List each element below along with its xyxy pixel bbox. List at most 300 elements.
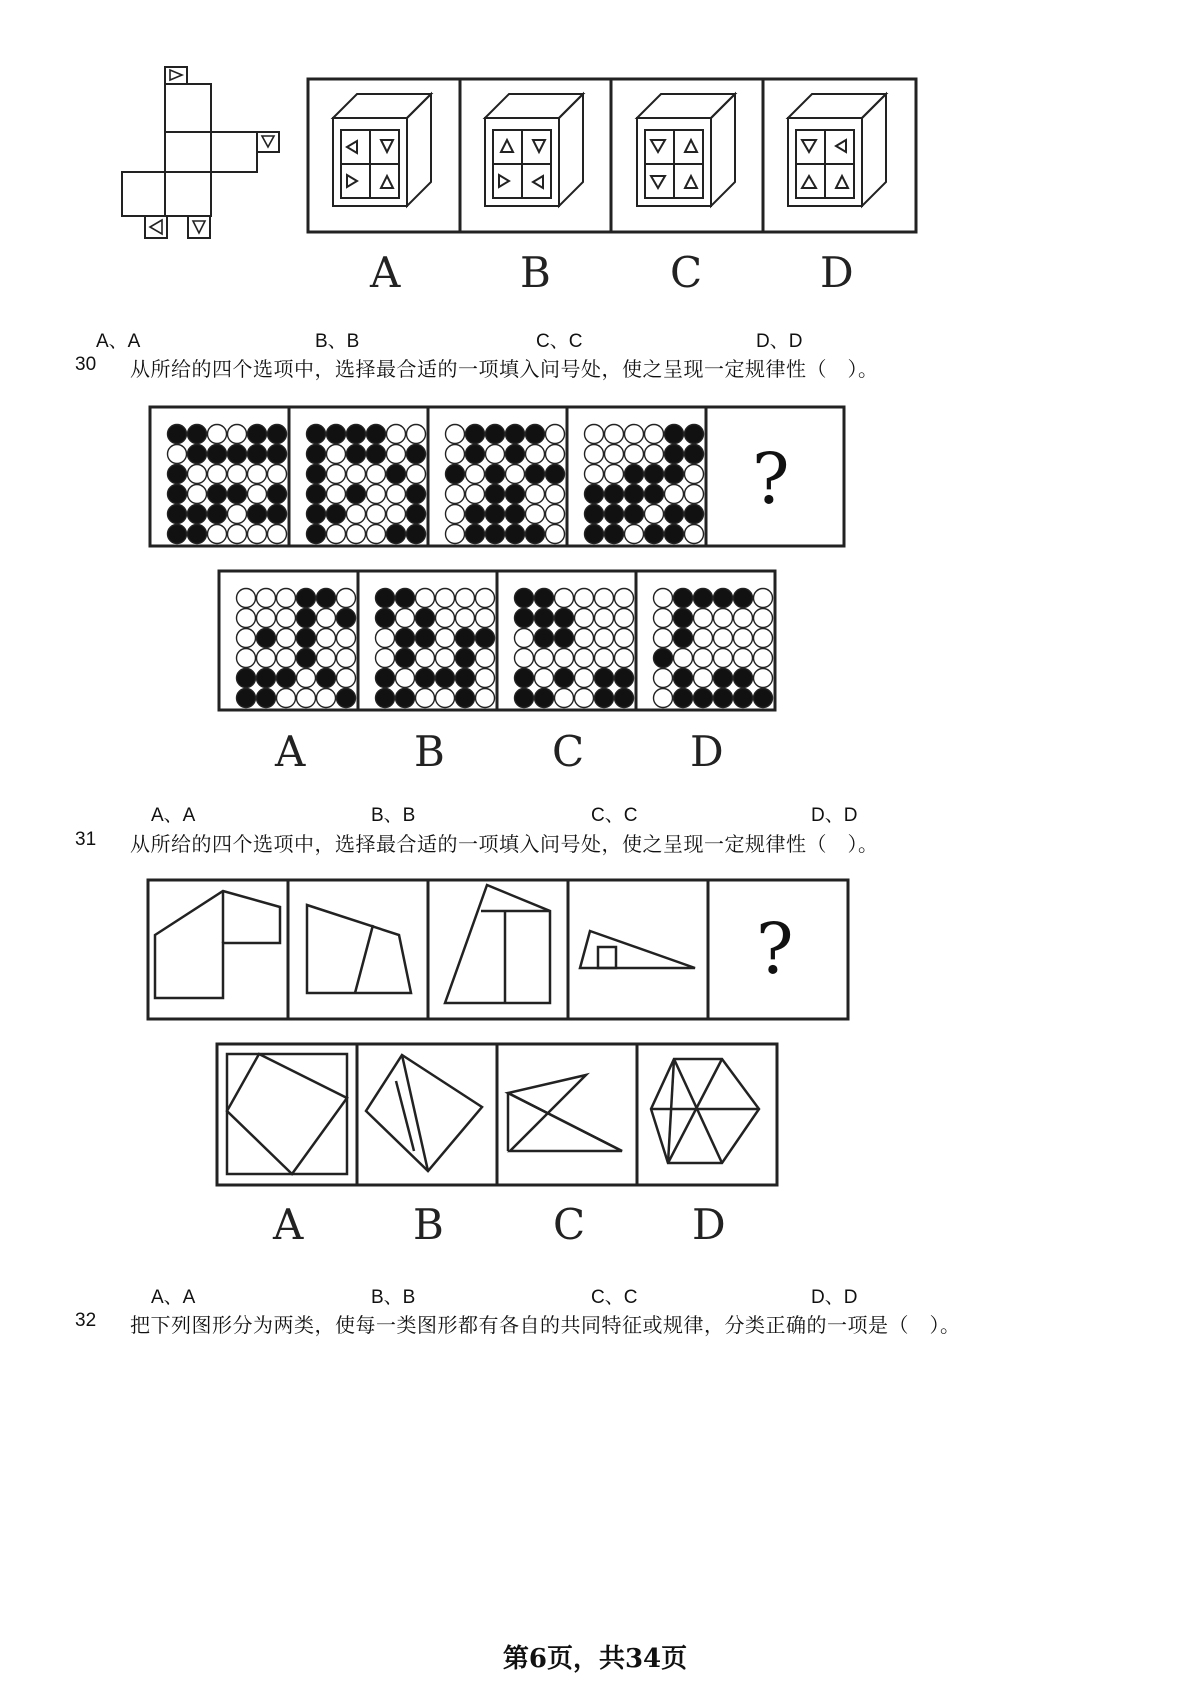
q30-question-dot <box>605 485 624 504</box>
q30-question-dot <box>168 485 187 504</box>
q30-question-dot <box>585 505 604 524</box>
q30-option-dot <box>575 649 594 668</box>
q30-option-panel-4 <box>654 589 773 708</box>
q30-option-dot <box>595 689 614 708</box>
q30-question-dot <box>625 505 644 524</box>
q30-option-dot <box>734 589 753 608</box>
q30-question-mark: ? <box>752 438 790 520</box>
q30-option-dot <box>694 689 713 708</box>
q30-question-dot <box>645 425 664 444</box>
q30-question-dot <box>228 485 247 504</box>
q30-option-dot <box>317 689 336 708</box>
q30-option-dot <box>297 589 316 608</box>
q30-option-dot <box>297 609 316 628</box>
q30-option-dot <box>317 629 336 648</box>
q30-option-dot <box>277 689 296 708</box>
q30-option-dot <box>575 669 594 688</box>
q30-question-dot <box>625 525 644 544</box>
q30-question-dot <box>268 525 287 544</box>
q30-question-dot <box>466 425 485 444</box>
q30-question-dot <box>307 465 326 484</box>
q30-question-dot <box>506 445 525 464</box>
q30-question-panel-2 <box>307 425 426 544</box>
q31-option-figure-a <box>227 1054 347 1174</box>
q30-question-dot <box>307 485 326 504</box>
q30-question-dot <box>387 425 406 444</box>
q30-question-text: 从所给的四个选项中，选择最合适的一项填入问号处，使之呈现一定规律性（ ）。 <box>130 357 879 381</box>
q31-number: 31 <box>75 829 97 850</box>
q30-question-dot <box>168 465 187 484</box>
q30-option-dot <box>674 589 693 608</box>
q30-question-dot <box>486 445 505 464</box>
q30-question-dot <box>327 485 346 504</box>
q30-option-dot <box>575 689 594 708</box>
q30-option-dot <box>595 669 614 688</box>
q30-option-dot <box>297 629 316 648</box>
q30-question-dot <box>188 485 207 504</box>
q30-option-dot <box>714 609 733 628</box>
q29-figure-letter-c: C <box>670 248 703 297</box>
q30-question-dot <box>605 445 624 464</box>
q30-option-dot <box>237 669 256 688</box>
q30-option-dot <box>615 689 634 708</box>
q31-option-figure-b <box>366 1055 482 1171</box>
q30-option-dot <box>277 669 296 688</box>
q30-question-dot <box>526 465 545 484</box>
q30-option-dot <box>515 629 534 648</box>
q30-option-dot <box>416 689 435 708</box>
q30-question-dot <box>188 525 207 544</box>
q30-question-dot <box>327 465 346 484</box>
q29-cube-b <box>485 94 583 206</box>
q29-cube-d <box>788 94 886 206</box>
q30-question-dot <box>546 525 565 544</box>
q30-question-dot <box>228 505 247 524</box>
q30-option-dot <box>297 649 316 668</box>
q31-figure-4 <box>580 931 695 968</box>
q30-question-dot <box>367 525 386 544</box>
q30-option-dot <box>615 649 634 668</box>
q30-question-dot <box>446 425 465 444</box>
q29-option-c[interactable]: C、C <box>536 331 583 352</box>
q29-options-strip <box>305 76 925 236</box>
q30-option-dot <box>555 589 574 608</box>
q30-question-dot <box>645 505 664 524</box>
q30-question-dot <box>685 425 704 444</box>
q30-question-dot <box>367 425 386 444</box>
q30-question-dot <box>228 445 247 464</box>
q30-option-dot <box>694 649 713 668</box>
q30-question-dot <box>486 485 505 504</box>
q30-option-dot <box>337 689 356 708</box>
q30-question-dot <box>268 465 287 484</box>
q30-option-dot <box>694 589 713 608</box>
q30-option-dot <box>337 629 356 648</box>
q30-option-dot <box>436 649 455 668</box>
q30-question-dot <box>685 505 704 524</box>
q30-option-dot <box>456 669 475 688</box>
q30-question-dot <box>486 465 505 484</box>
q30-option-dot <box>376 669 395 688</box>
q30-option-dot <box>754 649 773 668</box>
q31-option-a[interactable]: A、A <box>151 1287 196 1308</box>
q31-question-mark: ? <box>756 908 794 990</box>
q30-question-panel-3 <box>446 425 565 544</box>
q31-option-strip <box>214 1041 784 1191</box>
q30-option-dot <box>456 629 475 648</box>
q30-option-dot <box>337 649 356 668</box>
q30-option-dot <box>416 669 435 688</box>
q30-option-dot <box>714 649 733 668</box>
q30-option-c[interactable]: C、C <box>591 805 638 826</box>
q30-option-dot <box>456 649 475 668</box>
q30-option-dot <box>376 609 395 628</box>
q30-question-dot <box>407 485 426 504</box>
q30-question-dot <box>347 465 366 484</box>
q30-question-dot <box>665 525 684 544</box>
q30-option-dot <box>754 629 773 648</box>
q30-option-dot <box>436 689 455 708</box>
q30-question-dot <box>168 425 187 444</box>
q30-question-dot <box>268 445 287 464</box>
q30-option-dot <box>237 689 256 708</box>
q30-question-dot <box>625 465 644 484</box>
q30-option-dot <box>515 649 534 668</box>
q32-number: 32 <box>75 1310 97 1331</box>
q30-question-dot <box>506 505 525 524</box>
q30-option-dot <box>436 629 455 648</box>
q30-question-dot <box>188 505 207 524</box>
q30-option-dot <box>674 609 693 628</box>
q30-question-dot <box>665 485 684 504</box>
q30-option-panel-1 <box>237 589 356 708</box>
q30-question-dot <box>466 525 485 544</box>
q30-option-dot <box>694 609 713 628</box>
q30-option-panel-2 <box>376 589 495 708</box>
q30-question-dot <box>486 525 505 544</box>
q30-option-dot <box>257 589 276 608</box>
q30-option-dot <box>555 629 574 648</box>
q30-question-dot <box>168 505 187 524</box>
q29-cube-c <box>637 94 735 206</box>
q30-option-dot <box>734 629 753 648</box>
q30-option-dot <box>416 649 435 668</box>
q30-option-dot <box>654 609 673 628</box>
q30-question-dot <box>347 445 366 464</box>
q30-option-b[interactable]: B、B <box>371 805 416 826</box>
q30-question-dot <box>605 425 624 444</box>
q30-number: 30 <box>75 354 97 375</box>
q30-option-dot <box>396 649 415 668</box>
q30-option-dot <box>654 649 673 668</box>
q30-question-dot <box>228 465 247 484</box>
q30-option-dot <box>734 689 753 708</box>
q30-question-dot <box>645 465 664 484</box>
q30-question-dot <box>367 445 386 464</box>
q30-question-dot <box>367 465 386 484</box>
q30-question-dot <box>546 465 565 484</box>
q30-option-dot <box>396 669 415 688</box>
q30-option-dot <box>714 669 733 688</box>
q30-option-dot <box>376 689 395 708</box>
q30-question-dot <box>387 525 406 544</box>
q30-option-dot <box>277 589 296 608</box>
q30-question-dot <box>327 525 346 544</box>
q29-option-d[interactable]: D、D <box>756 331 803 352</box>
q30-option-a[interactable]: A、A <box>151 805 196 826</box>
q30-question-dot <box>407 525 426 544</box>
q30-option-dot <box>734 649 753 668</box>
q30-question-dot <box>605 505 624 524</box>
q30-figure-letter-b: B <box>414 727 445 776</box>
q29-figure-letter-d: D <box>820 248 854 297</box>
q30-question-dot <box>526 505 545 524</box>
q30-option-dot <box>317 609 336 628</box>
q30-option-dot <box>575 629 594 648</box>
q30-question-dot <box>625 485 644 504</box>
q30-question-dot <box>605 525 624 544</box>
q29-option-a[interactable]: A、A <box>96 331 141 352</box>
q30-option-panel-3 <box>515 589 634 708</box>
q30-question-dot <box>248 525 267 544</box>
q30-question-dot <box>327 505 346 524</box>
q30-option-dot <box>476 649 495 668</box>
q30-question-dot <box>446 445 465 464</box>
page-number-footer: 第6页，共34页 <box>502 1644 688 1674</box>
q30-option-dot <box>436 669 455 688</box>
q30-question-dot <box>486 425 505 444</box>
q30-option-dot <box>476 609 495 628</box>
q30-question-dot <box>526 525 545 544</box>
q30-question-dot <box>248 465 267 484</box>
q30-option-dot <box>456 589 475 608</box>
q30-question-dot <box>407 445 426 464</box>
q30-option-dot <box>337 589 356 608</box>
q30-question-dot <box>307 525 326 544</box>
q30-option-dot <box>297 689 316 708</box>
q30-question-dot <box>228 425 247 444</box>
q30-option-dot <box>734 609 753 628</box>
q30-option-dot <box>317 669 336 688</box>
q30-option-dot <box>575 609 594 628</box>
q30-option-dot <box>257 669 276 688</box>
q30-option-dot <box>337 609 356 628</box>
q30-question-dot <box>347 485 366 504</box>
q29-figure-letter-b: B <box>520 248 551 297</box>
q30-option-dot <box>535 629 554 648</box>
q30-option-dot <box>754 669 773 688</box>
q30-option-dot <box>714 589 733 608</box>
q30-option-dot <box>277 649 296 668</box>
q30-question-dot <box>307 505 326 524</box>
q31-option-b[interactable]: B、B <box>371 1287 416 1308</box>
q30-option-dot <box>317 649 336 668</box>
q30-question-dot <box>307 425 326 444</box>
q30-option-dot <box>396 609 415 628</box>
q30-question-dot <box>585 445 604 464</box>
q30-option-dot <box>754 609 773 628</box>
q30-question-dot <box>466 445 485 464</box>
q30-option-dot <box>416 609 435 628</box>
q29-option-b[interactable]: B、B <box>315 331 360 352</box>
q30-question-dot <box>387 445 406 464</box>
q30-option-dot <box>476 689 495 708</box>
q30-question-dot <box>188 425 207 444</box>
q30-question-dot <box>446 525 465 544</box>
q30-option-dot <box>654 669 673 688</box>
q30-option-dot <box>535 589 554 608</box>
q30-question-dot <box>188 465 207 484</box>
q30-question-dot <box>268 425 287 444</box>
q30-option-dot <box>694 629 713 648</box>
q30-question-dot <box>685 445 704 464</box>
q30-option-dot <box>694 669 713 688</box>
q30-option-dot <box>535 669 554 688</box>
q31-figure-letter-c: C <box>553 1200 586 1249</box>
q30-option-dot <box>257 689 276 708</box>
q31-question-text: 从所给的四个选项中，选择最合适的一项填入问号处，使之呈现一定规律性（ ）。 <box>130 832 879 856</box>
q30-question-dot <box>685 465 704 484</box>
q30-option-dot <box>555 649 574 668</box>
q30-question-dot <box>367 485 386 504</box>
q30-option-dot <box>674 629 693 648</box>
q30-figure-letter-c: C <box>552 727 585 776</box>
q30-question-dot <box>645 445 664 464</box>
q30-option-dot <box>396 589 415 608</box>
q30-option-dot <box>436 609 455 628</box>
q30-question-dot <box>466 485 485 504</box>
q30-option-dot <box>535 609 554 628</box>
q30-option-dot <box>396 689 415 708</box>
q30-option-dot <box>237 629 256 648</box>
q30-question-dot <box>546 445 565 464</box>
q30-option-dot <box>515 609 534 628</box>
q30-question-dot <box>208 445 227 464</box>
q30-option-dot <box>555 609 574 628</box>
q30-option-dot <box>654 689 673 708</box>
q30-option-dot <box>376 589 395 608</box>
q30-question-dot <box>585 465 604 484</box>
q30-question-dot <box>506 485 525 504</box>
q30-question-dot <box>208 505 227 524</box>
q30-option-dot <box>615 609 634 628</box>
q31-figure-3 <box>445 885 550 1003</box>
q30-question-dot <box>387 465 406 484</box>
q31-figure-2 <box>307 905 411 993</box>
q30-question-dot <box>168 525 187 544</box>
q30-option-dot <box>277 609 296 628</box>
q30-question-dot <box>208 525 227 544</box>
q30-figure-letter-d: D <box>690 727 724 776</box>
q30-question-dot <box>685 525 704 544</box>
q30-question-dot <box>645 525 664 544</box>
q31-option-d[interactable]: D、D <box>811 1287 858 1308</box>
q30-option-dot <box>515 669 534 688</box>
q30-option-dot <box>754 689 773 708</box>
q29-cube-net <box>120 65 300 265</box>
q30-option-dot <box>674 689 693 708</box>
q30-option-dot <box>476 669 495 688</box>
q30-question-panel-1 <box>168 425 287 544</box>
q30-option-dot <box>714 689 733 708</box>
q30-option-dot <box>237 649 256 668</box>
q30-option-dot <box>257 609 276 628</box>
q30-question-dot <box>446 465 465 484</box>
q30-option-dot <box>337 669 356 688</box>
q30-question-dot <box>546 505 565 524</box>
q30-question-dot <box>466 505 485 524</box>
q30-option-dot <box>416 629 435 648</box>
q29-cube-a <box>333 94 431 206</box>
q30-question-dot <box>248 425 267 444</box>
q30-option-dot <box>535 649 554 668</box>
q30-question-dot <box>347 505 366 524</box>
q30-option-dot <box>615 589 634 608</box>
q30-option-dot <box>436 589 455 608</box>
q30-question-dot <box>446 485 465 504</box>
q30-question-dot <box>268 505 287 524</box>
q30-option-dot <box>535 689 554 708</box>
q30-option-dot <box>615 669 634 688</box>
q31-figure-1 <box>155 891 280 998</box>
q30-option-dot <box>515 589 534 608</box>
q30-option-dot <box>515 689 534 708</box>
q31-option-figure-d <box>651 1059 759 1163</box>
q30-question-dot <box>248 505 267 524</box>
q30-question-dot <box>605 465 624 484</box>
q30-question-dot <box>387 485 406 504</box>
q30-question-dot <box>585 525 604 544</box>
q30-option-dot <box>734 669 753 688</box>
q30-option-dot <box>237 589 256 608</box>
q30-option-dot <box>476 629 495 648</box>
q30-option-dot <box>257 649 276 668</box>
q30-option-dot <box>575 589 594 608</box>
q30-question-dot <box>665 505 684 524</box>
q30-question-dot <box>466 465 485 484</box>
q30-question-dot <box>327 425 346 444</box>
q30-question-dot <box>486 505 505 524</box>
q30-question-dot <box>665 465 684 484</box>
q30-question-dot <box>645 485 664 504</box>
q31-figure-letter-a: A <box>273 1200 304 1249</box>
q30-option-dot <box>396 629 415 648</box>
q29-figure-letter-a: A <box>370 248 401 297</box>
q30-question-dot <box>506 525 525 544</box>
q30-option-dot <box>595 649 614 668</box>
q30-question-dot <box>208 485 227 504</box>
q30-question-dot <box>685 485 704 504</box>
q30-option-dot <box>277 629 296 648</box>
q30-option-dot <box>456 609 475 628</box>
q30-question-dot <box>248 485 267 504</box>
q30-question-dot <box>407 465 426 484</box>
q30-question-dot <box>625 425 644 444</box>
q30-option-dot <box>754 589 773 608</box>
q30-option-dot <box>555 689 574 708</box>
q31-option-c[interactable]: C、C <box>591 1287 638 1308</box>
q30-option-dot <box>456 689 475 708</box>
q30-question-dot <box>665 445 684 464</box>
q30-question-dot <box>327 445 346 464</box>
q30-option-dot <box>257 629 276 648</box>
q30-option-d[interactable]: D、D <box>811 805 858 826</box>
q30-option-dot <box>416 589 435 608</box>
q30-question-dot <box>526 445 545 464</box>
q30-question-dot <box>407 505 426 524</box>
q30-option-dot <box>376 629 395 648</box>
q30-question-dot <box>228 525 247 544</box>
